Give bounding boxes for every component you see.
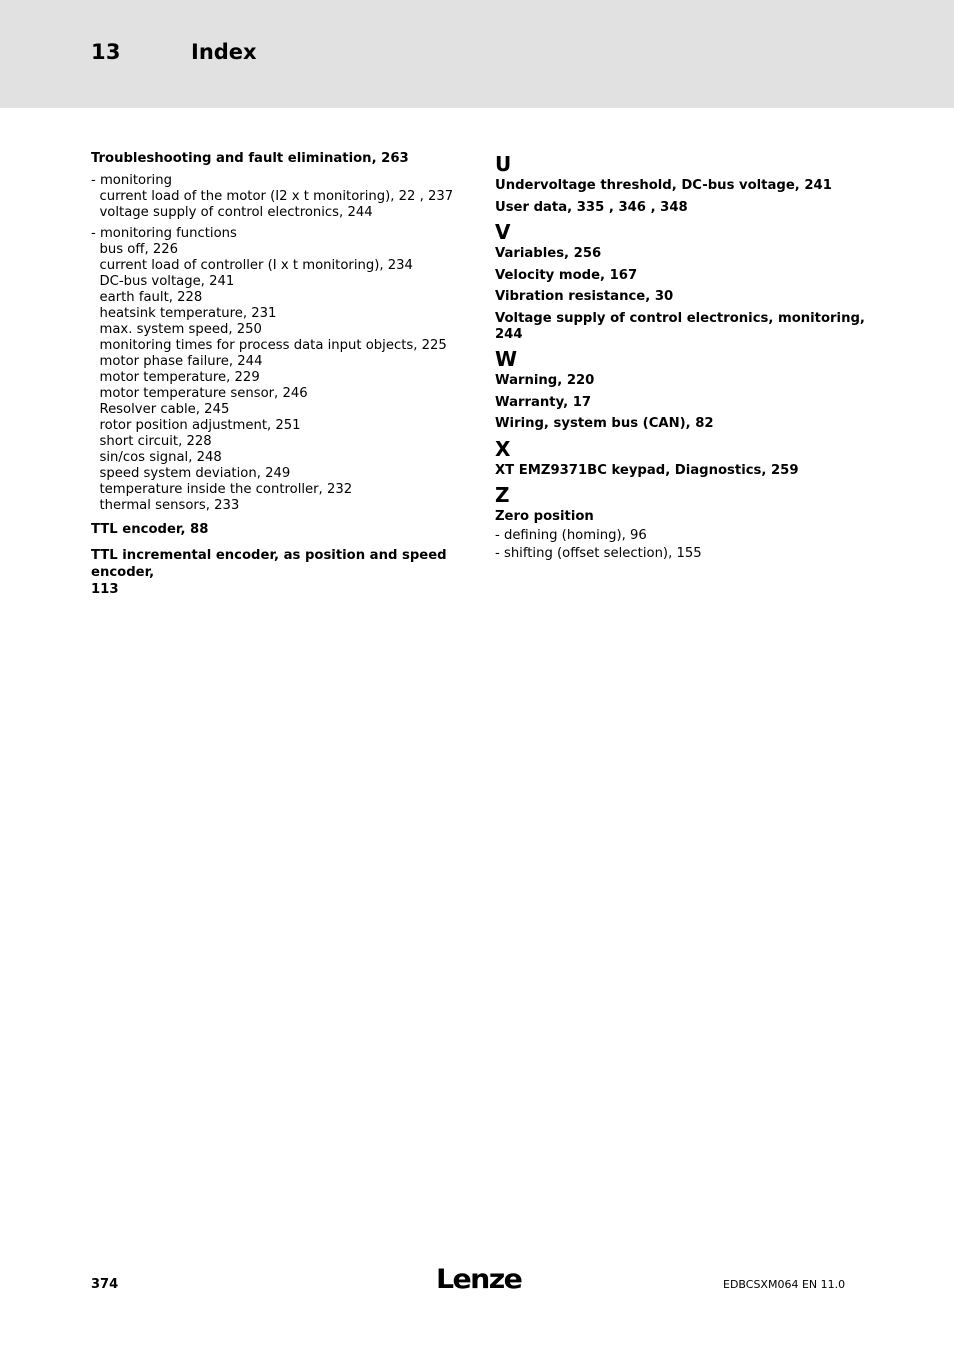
index-entry-troubleshooting: Troubleshooting and fault elimination, 263: [91, 151, 409, 166]
chapter-title: Index: [191, 40, 257, 64]
index-entry: Vibration resistance, 30: [495, 289, 674, 304]
index-entry-ttl-encoder: TTL encoder, 88: [91, 522, 209, 537]
index-entry: XT EMZ9371BC keypad, Diagnostics, 259: [495, 462, 799, 478]
sub-entry: current load of controller (I x t monitoring), 234: [99, 258, 413, 273]
sub-entry: earth fault, 228: [99, 290, 203, 305]
sub-entry: heatsink temperature, 231: [99, 306, 277, 321]
page-number: 374: [91, 1277, 119, 1292]
index-entry: Warranty, 17: [495, 394, 592, 410]
page-header: [0, 0, 954, 108]
sub-entry: - defining (homing), 96: [495, 528, 647, 543]
index-entry: Warning, 220: [495, 373, 595, 388]
sub-entry: - shifting (offset selection), 155: [495, 546, 702, 561]
chapter-number: 13: [91, 40, 121, 64]
subgroup-monitoring-functions: [91, 226, 461, 514]
sub-entry: Resolver cable, 245: [99, 402, 230, 417]
sub-entry: thermal sensors, 233: [99, 498, 240, 513]
letter-heading-w: W: [495, 347, 518, 371]
letter-heading-x: X: [495, 436, 511, 461]
lenze-logo: Lenze: [436, 1264, 522, 1295]
sub-entry: current load of the motor (I2 x t monitoring), 22 , 237: [99, 189, 454, 204]
letter-heading-v: V: [495, 220, 511, 244]
index-entry-ttl-incremental-encoder: [91, 547, 461, 598]
index-entry: Wiring, system bus (CAN), 82: [495, 416, 714, 431]
letter-heading-u: U: [495, 152, 512, 176]
index-left-column: [91, 151, 461, 598]
index-entry: Undervoltage threshold, DC-bus voltage, 241: [495, 178, 832, 193]
sub-entry: voltage supply of control electronics, 244: [99, 205, 373, 220]
letter-heading-z: Z: [495, 483, 510, 507]
sub-entry: DC-bus voltage, 241: [99, 274, 235, 289]
index-entry: Voltage supply of control electronics, monitoring, 244: [495, 310, 865, 342]
sub-entry-head: - monitoring functions: [91, 226, 237, 241]
sub-entry: motor phase failure, 244: [99, 354, 263, 369]
subgroup-monitoring: [91, 173, 461, 221]
sub-entry-head: - monitoring: [91, 173, 172, 188]
index-right-column: [495, 151, 875, 563]
entry-line: 113: [91, 582, 119, 597]
sub-entry: monitoring times for process data input objects, 225: [99, 338, 447, 353]
sub-entry: motor temperature, 229: [99, 370, 260, 385]
index-entry-zero-position: Zero position: [495, 509, 594, 524]
entry-line: TTL incremental encoder, as position and speed encoder,: [91, 548, 447, 580]
sub-entry: rotor position adjustment, 251: [99, 418, 301, 433]
sub-entry: temperature inside the controller, 232: [99, 482, 353, 497]
sub-entry: max. system speed, 250: [99, 322, 262, 337]
sub-entry: bus off, 226: [99, 242, 179, 257]
sub-entry: short circuit, 228: [99, 434, 212, 449]
index-entry: Velocity mode, 167: [495, 267, 638, 283]
sub-entry: motor temperature sensor, 246: [99, 386, 308, 401]
document-id: EDBCSXM064 EN 11.0: [723, 1278, 846, 1291]
sub-entry: speed system deviation, 249: [99, 466, 291, 481]
sub-entry: sin/cos signal, 248: [99, 450, 222, 465]
index-entry: Variables, 256: [495, 246, 602, 261]
index-entry: User data, 335 , 346 , 348: [495, 199, 688, 215]
